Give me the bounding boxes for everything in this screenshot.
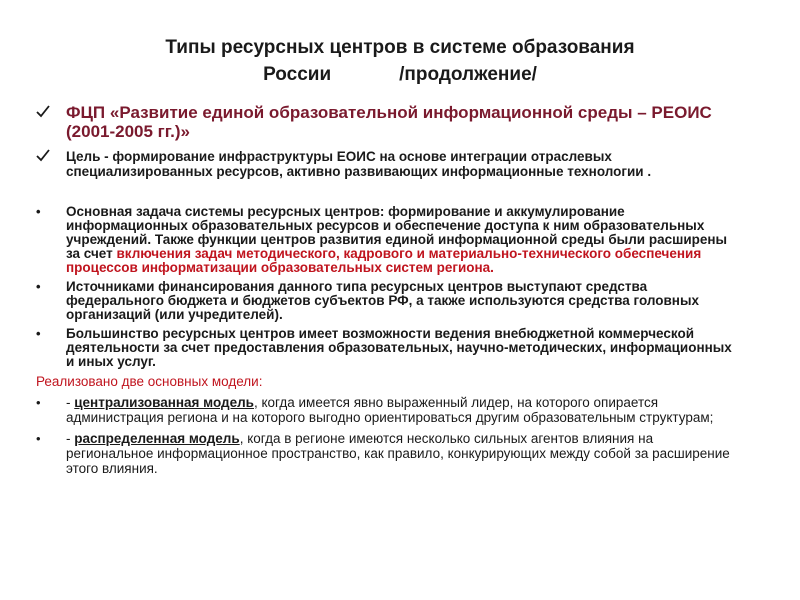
title-line-2-left: России [263, 64, 332, 85]
list-item-fcp [36, 103, 736, 141]
list-item-funding [36, 280, 736, 322]
centralized-model-term: централизованная модель [74, 395, 254, 410]
model-2-description: , когда в регионе имеются несколько сильных агентов влияния на региональное информационное пространство, как правило, конкурирующих между собой за расширение этого влияния. [66, 431, 730, 476]
bullet-icon: • [36, 279, 41, 294]
bullet-icon: • [36, 395, 41, 410]
title-line-2 [0, 61, 800, 88]
list-item-distributed-model [36, 431, 736, 476]
slide-title [0, 34, 800, 88]
main-task-highlight: включения задач методического, кадрового и материально-технического обеспечения процессов информатизации образовательных систем региона. [66, 246, 702, 275]
slide-body [36, 103, 736, 482]
list-item-goal [36, 149, 736, 179]
title-line-1: Типы ресурсных центров в системе образования [165, 37, 635, 58]
models-heading: Реализовано две основных модели: [36, 374, 263, 389]
main-task-text: Основная задача системы ресурсных центров: формирование и аккумулирование информационных образовательных ресурсов и обеспечение доступа к ним образовательных учреждений. Также функции центров развития единой информационной среды были расширены за счет [66, 204, 728, 261]
list-item-centralized-model [36, 395, 736, 425]
majority-text: Большинство ресурсных центров имеет возможности ведения внебюджетной коммерческой деятельности за счет предоставления образовательных, научно-методических, информационных и иных услуг. [66, 326, 732, 369]
checkmark-icon [36, 149, 50, 163]
bullet-icon: • [36, 326, 41, 341]
model-1-description: , когда имеется явно выраженный лидер, на которого опирается администрация региона и на которого выгодно ориентироваться другим образовательным структурам; [66, 395, 714, 425]
list-item-main-task [36, 205, 736, 275]
title-line-2-right: /продолжение/ [399, 64, 537, 85]
funding-text: Источниками финансирования данного типа ресурсных центров выступают средства федерального бюджета и бюджетов субъектов РФ, а также используются средства головных организаций (или учредителей). [66, 279, 699, 322]
fcp-text: ФЦП «Развитие единой образовательной информационной среды – РЕОИС (2001-2005 гг.)» [66, 103, 712, 141]
model-1-prefix: - [66, 395, 75, 410]
goal-text: Цель - формирование инфраструктуры ЕОИС на основе интеграции отраслевых специализированных ресурсов, активно развивающих информационные технологии . [66, 149, 652, 179]
bullet-icon: • [36, 204, 41, 219]
checkmark-icon [36, 105, 50, 119]
distributed-model-term: распределенная модель [74, 431, 240, 446]
model-2-prefix: - [66, 431, 75, 446]
bullet-icon: • [36, 431, 41, 446]
list-item-majority [36, 327, 736, 369]
